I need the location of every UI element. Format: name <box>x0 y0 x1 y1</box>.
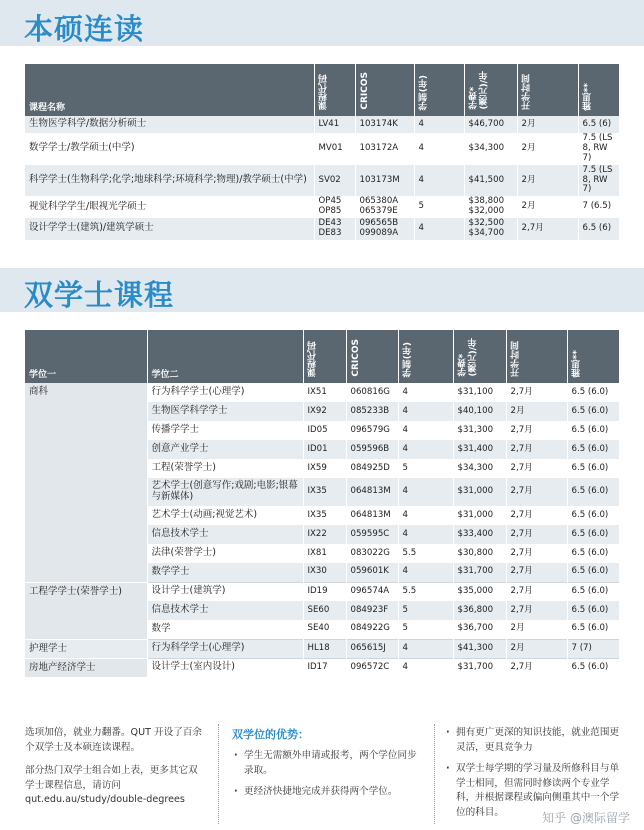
tuition-fee: $31,300 <box>453 421 506 440</box>
ielts-score: 7.5 (LS 8, RW 7) <box>578 165 619 197</box>
course-code: SE60 <box>303 601 346 620</box>
cricos-code: 065380A 065379E <box>355 196 414 218</box>
intake-month: 2月 <box>517 116 578 133</box>
footer-intro: 选项加倍，就业力翻番。QUT 开设了百余个双学士及本硕连读课程。 <box>25 727 202 753</box>
course-code: DE43 DE83 <box>314 218 355 240</box>
ielts-score: 6.5 (6) <box>578 218 619 240</box>
degree-two: 数学 <box>147 620 303 639</box>
course-years: 4 <box>398 639 453 658</box>
cricos-code: 096579G <box>346 421 398 440</box>
intake-month: 2,7月 <box>506 582 567 601</box>
table-row <box>25 383 619 402</box>
ielts-score: 7.5 (LS 8, RW 7) <box>578 133 619 165</box>
footer-divider-right <box>434 724 435 824</box>
cricos-code: 096572C <box>346 658 398 677</box>
tuition-fee: $31,700 <box>453 658 506 677</box>
degree-one: 护理学士 <box>25 639 147 658</box>
table-row <box>25 639 619 658</box>
table-row <box>25 582 619 601</box>
header-intake: 开学时间 <box>506 330 567 383</box>
course-name: 生物医学科学/数据分析硕士 <box>25 116 314 133</box>
course-code: IX22 <box>303 525 346 544</box>
course-years: 4 <box>398 506 453 525</box>
degree-two: 传播学学士 <box>147 421 303 440</box>
course-code: ID01 <box>303 440 346 459</box>
course-code: MV01 <box>314 133 355 165</box>
course-years: 4 <box>398 563 453 582</box>
advantage-item: · 更经济快捷地完成并获得两个学位。 <box>232 785 422 800</box>
course-years: 5.5 <box>398 544 453 563</box>
cricos-code: 083022G <box>346 544 398 563</box>
ielts-score: 6.5 (6.0) <box>567 478 619 506</box>
course-code: HL18 <box>303 639 346 658</box>
ielts-score: 6.5 (6.0) <box>567 440 619 459</box>
course-years: 5 <box>398 620 453 639</box>
course-code: IX92 <box>303 402 346 421</box>
degree-two: 生物医学科学学士 <box>147 402 303 421</box>
header-years: 学制(年) <box>414 64 464 116</box>
course-code: SV02 <box>314 165 355 197</box>
footer-more-info: 部分热门双学士组合如上表，更多其它双学士课程信息，请访问 qut.edu.au/study/double-degrees <box>25 764 198 806</box>
tuition-fee: $31,100 <box>453 383 506 402</box>
tuition-fee: $31,000 <box>453 478 506 506</box>
ielts-score: 6.5 (6.0) <box>567 421 619 440</box>
intake-month: 2,7月 <box>506 544 567 563</box>
ielts-score: 6.5 (6.0) <box>567 582 619 601</box>
ielts-score: 6.5 (6.0) <box>567 459 619 478</box>
ielts-score: 6.5 (6.0) <box>567 383 619 402</box>
header-course-name: 课程名称 <box>25 64 314 116</box>
tuition-fee: $36,700 <box>453 620 506 639</box>
header-fee: 学费* (澳元)/年 <box>453 330 506 383</box>
header-degree-one: 学位一 <box>25 330 147 383</box>
course-code: OP45 OP85 <box>314 196 355 218</box>
header-course-code: 课程代码 <box>303 330 346 383</box>
tuition-fee: $33,400 <box>453 525 506 544</box>
intake-month: 2,7月 <box>506 478 567 506</box>
footer-middle <box>232 726 422 806</box>
intake-month: 2,7月 <box>506 563 567 582</box>
ielts-score: 6.5 (6.0) <box>567 402 619 421</box>
cricos-code: 084923F <box>346 601 398 620</box>
intake-month: 2,7月 <box>506 459 567 478</box>
degree-two: 艺术学士(动画;视觉艺术) <box>147 506 303 525</box>
cricos-code: 064813M <box>346 478 398 506</box>
course-code: IX51 <box>303 383 346 402</box>
intake-month: 2月 <box>506 620 567 639</box>
footer-divider-left <box>218 724 219 824</box>
course-name: 数学学士/教学硕士(中学) <box>25 133 314 165</box>
degree-two: 法律(荣誉学士) <box>147 544 303 563</box>
cricos-code: 059601K <box>346 563 398 582</box>
degree-one: 商科 <box>25 383 147 582</box>
cricos-code: 059595C <box>346 525 398 544</box>
intake-month: 2,7月 <box>506 525 567 544</box>
degree-one: 房地产经济学士 <box>25 658 147 677</box>
degree-two: 信息技术学士 <box>147 525 303 544</box>
intake-month: 2月 <box>506 639 567 658</box>
tuition-fee: $41,500 <box>464 165 517 197</box>
combined-degree-table <box>25 64 620 240</box>
table-row <box>25 133 619 165</box>
double-degree-table <box>25 330 620 678</box>
intake-month: 2月 <box>517 165 578 197</box>
tuition-fee: $34,300 <box>453 459 506 478</box>
course-name: 视觉科学学生/眼视光学硕士 <box>25 196 314 218</box>
ielts-score: 6.5 (6.0) <box>567 620 619 639</box>
intake-month: 2,7月 <box>517 218 578 240</box>
cricos-code: 060816G <box>346 383 398 402</box>
degree-two: 行为科学学士(心理学) <box>147 383 303 402</box>
course-years: 4 <box>398 402 453 421</box>
tuition-fee: $41,300 <box>453 639 506 658</box>
course-years: 4 <box>398 421 453 440</box>
course-years: 4 <box>414 218 464 240</box>
cricos-code: 084925D <box>346 459 398 478</box>
ielts-score: 7 (6.5) <box>578 196 619 218</box>
intake-month: 2,7月 <box>506 383 567 402</box>
advantages-title: 双学位的优势： <box>232 728 309 741</box>
section1-banner <box>0 0 644 46</box>
course-code: IX35 <box>303 506 346 525</box>
degree-one: 工程学学士(荣誉学士) <box>25 582 147 639</box>
tuition-fee: $32,500 $34,700 <box>464 218 517 240</box>
cricos-code: 064813M <box>346 506 398 525</box>
course-code: ID17 <box>303 658 346 677</box>
ielts-score: 6.5 (6.0) <box>567 563 619 582</box>
ielts-score: 6.5 (6) <box>578 116 619 133</box>
course-years: 4 <box>398 525 453 544</box>
cricos-code: 085233B <box>346 402 398 421</box>
header-cricos: CRICOS <box>346 330 398 383</box>
table-row <box>25 658 619 677</box>
ielts-score: 6.5 (6.0) <box>567 658 619 677</box>
intake-month: 2,7月 <box>506 421 567 440</box>
intake-month: 2,7月 <box>506 658 567 677</box>
course-years: 4 <box>414 165 464 197</box>
header-degree-two: 学位二 <box>147 330 303 383</box>
course-years: 4 <box>398 440 453 459</box>
degree-two: 艺术学士(创意写作;戏剧;电影;银幕与新媒体) <box>147 478 303 506</box>
cricos-code: 084922G <box>346 620 398 639</box>
header-cricos: CRICOS <box>355 64 414 116</box>
ielts-score: 7 (7) <box>567 639 619 658</box>
tuition-fee: $34,300 <box>464 133 517 165</box>
tuition-fee: $40,100 <box>453 402 506 421</box>
intake-month: 2月 <box>506 402 567 421</box>
ielts-score: 6.5 (6.0) <box>567 544 619 563</box>
cricos-code: 065615J <box>346 639 398 658</box>
degree-two: 工程(荣誉学士) <box>147 459 303 478</box>
course-code: LV41 <box>314 116 355 133</box>
course-name: 设计学学士(建筑)/建筑学硕士 <box>25 218 314 240</box>
ielts-score: 6.5 (6.0) <box>567 525 619 544</box>
table-row <box>25 116 619 133</box>
cricos-code: 096565B 099089A <box>355 218 414 240</box>
degree-two: 行为科学学士(心理学) <box>147 639 303 658</box>
course-code: SE40 <box>303 620 346 639</box>
section2-title: 双学士课程 <box>24 278 175 312</box>
tuition-fee: $38,800 $32,000 <box>464 196 517 218</box>
section2-banner <box>0 268 644 312</box>
cricos-code: 096574A <box>346 582 398 601</box>
tuition-fee: $31,700 <box>453 563 506 582</box>
course-name: 科学学士(生物科学;化学;地球科学;环境科学;物理)/教学硕士(中学) <box>25 165 314 197</box>
ielts-score: 6.5 (6.0) <box>567 601 619 620</box>
course-years: 4 <box>414 133 464 165</box>
degree-two: 设计学士(室内设计) <box>147 658 303 677</box>
table-row <box>25 165 619 197</box>
course-code: IX30 <box>303 563 346 582</box>
header-course-code: 课程代码 <box>314 64 355 116</box>
ielts-score: 6.5 (6.0) <box>567 506 619 525</box>
course-years: 4 <box>398 478 453 506</box>
cricos-code: 103172A <box>355 133 414 165</box>
watermark: 知乎 @澳际留学 <box>542 811 630 825</box>
course-years: 4 <box>398 658 453 677</box>
cricos-code: 059596B <box>346 440 398 459</box>
degree-two: 信息技术学士 <box>147 601 303 620</box>
intake-month: 2,7月 <box>506 440 567 459</box>
tuition-fee: $31,400 <box>453 440 506 459</box>
header-intake: 开学时间 <box>517 64 578 116</box>
footer-left <box>25 726 205 816</box>
intake-month: 2,7月 <box>506 506 567 525</box>
course-code: IX59 <box>303 459 346 478</box>
advantage-item: · 拥有更广更深的知识技能，就业范围更灵活，更具竞争力 <box>444 726 624 756</box>
course-code: IX81 <box>303 544 346 563</box>
tuition-fee: $46,700 <box>464 116 517 133</box>
course-code: ID05 <box>303 421 346 440</box>
course-years: 5 <box>414 196 464 218</box>
header-years: 学制(年) <box>398 330 453 383</box>
course-code: ID19 <box>303 582 346 601</box>
degree-two: 数学学士 <box>147 563 303 582</box>
tuition-fee: $30,800 <box>453 544 506 563</box>
intake-month: 2月 <box>517 196 578 218</box>
cricos-code: 103173M <box>355 165 414 197</box>
header-ielts: 雅思** <box>578 64 619 116</box>
section1-title: 本硕连读 <box>24 12 145 46</box>
course-code: IX35 <box>303 478 346 506</box>
degree-two: 设计学士(建筑学) <box>147 582 303 601</box>
tuition-fee: $35,000 <box>453 582 506 601</box>
tuition-fee: $31,000 <box>453 506 506 525</box>
degree-two: 创意产业学士 <box>147 440 303 459</box>
course-years: 4 <box>414 116 464 133</box>
cricos-code: 103174K <box>355 116 414 133</box>
course-years: 4 <box>398 383 453 402</box>
course-years: 5.5 <box>398 582 453 601</box>
intake-month: 2,7月 <box>506 601 567 620</box>
header-ielts: 雅思** <box>567 330 619 383</box>
course-years: 5 <box>398 601 453 620</box>
table-row <box>25 196 619 218</box>
table-row <box>25 218 619 240</box>
intake-month: 2月 <box>517 133 578 165</box>
course-years: 5 <box>398 459 453 478</box>
tuition-fee: $36,800 <box>453 601 506 620</box>
advantage-item: · 学生无需额外申请或报考，两个学位同步录取。 <box>232 749 422 779</box>
advantage-item: · 双学士每学期的学习量及所修科目与单学士相同，但需同时修读两个专业学科，并根据课程或偏向侧重其中一个学位的科目。 <box>444 762 624 821</box>
header-fee: 学费* (澳元)/年 <box>464 64 517 116</box>
